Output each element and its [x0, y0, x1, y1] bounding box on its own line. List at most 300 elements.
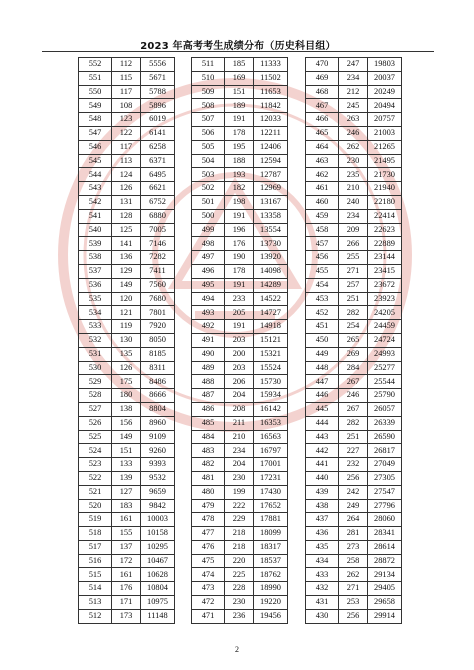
table-row — [192, 609, 288, 623]
count-cell: 121 — [112, 306, 141, 320]
cumulative-cell: 24724 — [368, 333, 402, 347]
cumulative-cell: 27305 — [368, 471, 402, 485]
count-cell: 257 — [339, 278, 368, 292]
cumulative-cell: 18990 — [254, 582, 288, 596]
cumulative-cell: 8960 — [141, 416, 175, 430]
count-cell: 124 — [112, 168, 141, 182]
count-cell: 190 — [225, 251, 254, 265]
count-cell: 126 — [112, 182, 141, 196]
cumulative-cell: 9260 — [141, 444, 175, 458]
count-cell: 255 — [339, 251, 368, 265]
cumulative-cell: 8804 — [141, 402, 175, 416]
count-cell: 156 — [112, 416, 141, 430]
cumulative-cell: 18099 — [254, 527, 288, 541]
count-cell: 262 — [339, 568, 368, 582]
count-cell: 195 — [225, 140, 254, 154]
score-cell: 543 — [79, 182, 112, 196]
cumulative-cell: 23923 — [368, 292, 402, 306]
score-cell: 455 — [306, 264, 339, 278]
cumulative-cell: 6880 — [141, 209, 175, 223]
table-row — [79, 389, 175, 403]
count-cell: 117 — [112, 140, 141, 154]
score-cell: 523 — [79, 458, 112, 472]
score-cell: 497 — [192, 251, 225, 265]
count-cell: 254 — [339, 320, 368, 334]
cumulative-cell: 25790 — [368, 389, 402, 403]
score-cell: 443 — [306, 430, 339, 444]
score-cell: 488 — [192, 375, 225, 389]
count-cell: 180 — [112, 389, 141, 403]
cumulative-cell: 11842 — [254, 99, 288, 113]
cumulative-cell: 14727 — [254, 306, 288, 320]
score-cell: 526 — [79, 416, 112, 430]
cumulative-cell: 16142 — [254, 402, 288, 416]
score-cell: 552 — [79, 58, 112, 72]
count-cell: 229 — [225, 513, 254, 527]
score-cell: 451 — [306, 320, 339, 334]
score-cell: 436 — [306, 527, 339, 541]
count-cell: 203 — [225, 361, 254, 375]
count-cell: 155 — [112, 527, 141, 541]
score-cell: 458 — [306, 223, 339, 237]
table-row — [306, 361, 402, 375]
score-cell: 457 — [306, 237, 339, 251]
score-cell: 528 — [79, 389, 112, 403]
count-cell: 173 — [112, 609, 141, 623]
score-cell: 474 — [192, 568, 225, 582]
cumulative-cell: 7005 — [141, 223, 175, 237]
table-row — [192, 333, 288, 347]
cumulative-cell: 6141 — [141, 126, 175, 140]
count-cell: 251 — [339, 430, 368, 444]
score-cell: 509 — [192, 85, 225, 99]
cumulative-cell: 8486 — [141, 375, 175, 389]
count-cell: 120 — [112, 292, 141, 306]
score-cell: 513 — [79, 596, 112, 610]
table-row — [306, 58, 402, 72]
cumulative-cell: 6495 — [141, 168, 175, 182]
count-cell: 149 — [112, 430, 141, 444]
count-cell: 191 — [225, 320, 254, 334]
cumulative-cell: 23672 — [368, 278, 402, 292]
count-cell: 258 — [339, 554, 368, 568]
score-cell: 534 — [79, 306, 112, 320]
count-cell: 253 — [339, 596, 368, 610]
table-row — [306, 251, 402, 265]
count-cell: 161 — [112, 513, 141, 527]
score-cell: 502 — [192, 182, 225, 196]
count-cell: 115 — [112, 71, 141, 85]
cumulative-cell: 10003 — [141, 513, 175, 527]
score-cell: 479 — [192, 499, 225, 513]
score-cell: 454 — [306, 278, 339, 292]
count-cell: 126 — [112, 361, 141, 375]
table-row — [192, 71, 288, 85]
cumulative-cell: 19803 — [368, 58, 402, 72]
score-cell: 465 — [306, 126, 339, 140]
table-row — [79, 375, 175, 389]
count-cell: 198 — [225, 195, 254, 209]
table-row — [192, 140, 288, 154]
count-cell: 267 — [339, 375, 368, 389]
table-row — [79, 58, 175, 72]
count-cell: 176 — [112, 582, 141, 596]
count-cell: 218 — [225, 540, 254, 554]
table-row — [192, 347, 288, 361]
score-cell: 494 — [192, 292, 225, 306]
count-cell: 128 — [112, 209, 141, 223]
score-cell: 531 — [79, 347, 112, 361]
cumulative-cell: 15934 — [254, 389, 288, 403]
score-cell: 501 — [192, 195, 225, 209]
table-row — [306, 154, 402, 168]
table-row — [306, 596, 402, 610]
count-cell: 203 — [225, 333, 254, 347]
count-cell: 193 — [225, 168, 254, 182]
count-cell: 222 — [225, 499, 254, 513]
cumulative-cell: 21730 — [368, 168, 402, 182]
cumulative-cell: 5671 — [141, 71, 175, 85]
score-cell: 485 — [192, 416, 225, 430]
table-row — [79, 554, 175, 568]
table-row — [79, 140, 175, 154]
cumulative-cell: 6752 — [141, 195, 175, 209]
score-cell: 441 — [306, 458, 339, 472]
count-cell: 191 — [225, 113, 254, 127]
table-row — [306, 71, 402, 85]
cumulative-cell: 7146 — [141, 237, 175, 251]
cumulative-cell: 16563 — [254, 430, 288, 444]
table-row — [192, 223, 288, 237]
cumulative-cell: 9532 — [141, 471, 175, 485]
score-table-2 — [191, 57, 288, 624]
score-cell: 446 — [306, 389, 339, 403]
score-cell: 541 — [79, 209, 112, 223]
table-row — [79, 596, 175, 610]
score-cell: 514 — [79, 582, 112, 596]
cumulative-cell: 13358 — [254, 209, 288, 223]
score-cell: 445 — [306, 402, 339, 416]
count-cell: 269 — [339, 347, 368, 361]
count-cell: 123 — [112, 113, 141, 127]
cumulative-cell: 15730 — [254, 375, 288, 389]
cumulative-cell: 24205 — [368, 306, 402, 320]
count-cell: 108 — [112, 99, 141, 113]
count-cell: 136 — [112, 251, 141, 265]
table-row — [192, 58, 288, 72]
table-row — [306, 306, 402, 320]
score-cell: 440 — [306, 471, 339, 485]
count-cell: 264 — [339, 513, 368, 527]
score-cell: 464 — [306, 140, 339, 154]
count-cell: 282 — [339, 416, 368, 430]
table-row — [79, 320, 175, 334]
count-cell: 211 — [225, 416, 254, 430]
table-row — [192, 292, 288, 306]
count-cell: 212 — [339, 85, 368, 99]
score-cell: 459 — [306, 209, 339, 223]
score-cell: 471 — [192, 609, 225, 623]
cumulative-cell: 7680 — [141, 292, 175, 306]
page-number: 2 — [235, 645, 239, 654]
table-row — [306, 320, 402, 334]
table-row — [192, 361, 288, 375]
count-cell: 139 — [112, 471, 141, 485]
count-cell: 191 — [225, 209, 254, 223]
table-row — [79, 416, 175, 430]
count-cell: 227 — [339, 444, 368, 458]
score-cell: 489 — [192, 361, 225, 375]
table-row — [192, 458, 288, 472]
table-row — [79, 568, 175, 582]
table-row — [306, 113, 402, 127]
count-cell: 200 — [225, 347, 254, 361]
count-cell: 236 — [225, 609, 254, 623]
score-cell: 537 — [79, 264, 112, 278]
count-cell: 256 — [339, 609, 368, 623]
score-cell: 450 — [306, 333, 339, 347]
table-row — [79, 154, 175, 168]
table-row — [192, 499, 288, 513]
cumulative-cell: 20757 — [368, 113, 402, 127]
table-row — [192, 471, 288, 485]
header-rule — [42, 51, 434, 52]
score-cell: 503 — [192, 168, 225, 182]
score-cell: 519 — [79, 513, 112, 527]
cumulative-cell: 26817 — [368, 444, 402, 458]
cumulative-cell: 11333 — [254, 58, 288, 72]
table-row — [192, 306, 288, 320]
score-cell: 518 — [79, 527, 112, 541]
cumulative-cell: 10158 — [141, 527, 175, 541]
cumulative-cell: 11502 — [254, 71, 288, 85]
cumulative-cell: 5896 — [141, 99, 175, 113]
score-cell: 504 — [192, 154, 225, 168]
count-cell: 137 — [112, 540, 141, 554]
cumulative-cell: 26057 — [368, 402, 402, 416]
table-row — [306, 444, 402, 458]
cumulative-cell: 8311 — [141, 361, 175, 375]
score-cell: 524 — [79, 444, 112, 458]
score-cell: 500 — [192, 209, 225, 223]
score-cell: 456 — [306, 251, 339, 265]
cumulative-cell: 8050 — [141, 333, 175, 347]
table-row — [79, 527, 175, 541]
score-cell: 539 — [79, 237, 112, 251]
cumulative-cell: 27049 — [368, 458, 402, 472]
count-cell: 206 — [225, 375, 254, 389]
table-row — [306, 471, 402, 485]
count-cell: 230 — [225, 471, 254, 485]
cumulative-cell: 7920 — [141, 320, 175, 334]
table-row — [79, 209, 175, 223]
count-cell: 225 — [225, 568, 254, 582]
cumulative-cell: 19220 — [254, 596, 288, 610]
count-cell: 171 — [112, 596, 141, 610]
score-cell: 475 — [192, 554, 225, 568]
score-cell: 462 — [306, 168, 339, 182]
count-cell: 151 — [112, 444, 141, 458]
cumulative-cell: 20494 — [368, 99, 402, 113]
cumulative-cell: 15121 — [254, 333, 288, 347]
count-cell: 208 — [225, 402, 254, 416]
cumulative-cell: 8185 — [141, 347, 175, 361]
score-cell: 490 — [192, 347, 225, 361]
score-cell: 530 — [79, 361, 112, 375]
cumulative-cell: 6621 — [141, 182, 175, 196]
cumulative-cell: 29405 — [368, 582, 402, 596]
table-row — [79, 113, 175, 127]
score-cell: 544 — [79, 168, 112, 182]
table-row — [192, 168, 288, 182]
cumulative-cell: 26339 — [368, 416, 402, 430]
score-cell: 511 — [192, 58, 225, 72]
cumulative-cell: 20037 — [368, 71, 402, 85]
count-cell: 232 — [339, 458, 368, 472]
count-cell: 256 — [339, 471, 368, 485]
count-cell: 235 — [339, 168, 368, 182]
cumulative-cell: 23415 — [368, 264, 402, 278]
cumulative-cell: 12787 — [254, 168, 288, 182]
count-cell: 242 — [339, 485, 368, 499]
table-row — [192, 568, 288, 582]
cumulative-cell: 10295 — [141, 540, 175, 554]
table-row — [79, 237, 175, 251]
table-row — [79, 499, 175, 513]
score-cell: 476 — [192, 540, 225, 554]
count-cell: 125 — [112, 223, 141, 237]
table-row — [306, 140, 402, 154]
score-cell: 533 — [79, 320, 112, 334]
cumulative-cell: 18537 — [254, 554, 288, 568]
table-row — [306, 182, 402, 196]
score-cell: 466 — [306, 113, 339, 127]
table-row — [306, 540, 402, 554]
table-row — [192, 126, 288, 140]
score-cell: 548 — [79, 113, 112, 127]
count-cell: 218 — [225, 527, 254, 541]
table-row — [192, 554, 288, 568]
score-cell: 477 — [192, 527, 225, 541]
score-cell: 460 — [306, 195, 339, 209]
cumulative-cell: 9393 — [141, 458, 175, 472]
table-row — [79, 402, 175, 416]
count-cell: 172 — [112, 554, 141, 568]
cumulative-cell: 21003 — [368, 126, 402, 140]
score-cell: 463 — [306, 154, 339, 168]
table-row — [306, 485, 402, 499]
count-cell: 240 — [339, 195, 368, 209]
cumulative-cell: 7560 — [141, 278, 175, 292]
table-row — [79, 347, 175, 361]
table-row — [192, 209, 288, 223]
table-row — [192, 444, 288, 458]
count-cell: 220 — [225, 554, 254, 568]
count-cell: 178 — [225, 264, 254, 278]
count-cell: 141 — [112, 237, 141, 251]
score-cell: 515 — [79, 568, 112, 582]
count-cell: 230 — [339, 154, 368, 168]
score-cell: 545 — [79, 154, 112, 168]
count-cell: 282 — [339, 306, 368, 320]
table-row — [192, 513, 288, 527]
table-row — [306, 609, 402, 623]
cumulative-cell: 12211 — [254, 126, 288, 140]
count-cell: 130 — [112, 333, 141, 347]
cumulative-cell: 5788 — [141, 85, 175, 99]
cumulative-cell: 9659 — [141, 485, 175, 499]
cumulative-cell: 5556 — [141, 58, 175, 72]
cumulative-cell: 9109 — [141, 430, 175, 444]
score-cell: 492 — [192, 320, 225, 334]
count-cell: 273 — [339, 540, 368, 554]
score-table-1 — [78, 57, 175, 624]
cumulative-cell: 28341 — [368, 527, 402, 541]
table-row — [306, 389, 402, 403]
table-row — [79, 168, 175, 182]
score-cell: 506 — [192, 126, 225, 140]
count-cell: 185 — [225, 58, 254, 72]
cumulative-cell: 7801 — [141, 306, 175, 320]
table-row — [79, 251, 175, 265]
score-cell: 517 — [79, 540, 112, 554]
table-row — [192, 264, 288, 278]
score-cell: 452 — [306, 306, 339, 320]
count-cell: 267 — [339, 402, 368, 416]
count-cell: 169 — [225, 71, 254, 85]
table-row — [306, 209, 402, 223]
table-row — [192, 320, 288, 334]
table-row — [306, 513, 402, 527]
cumulative-cell: 13920 — [254, 251, 288, 265]
cumulative-cell: 14522 — [254, 292, 288, 306]
count-cell: 251 — [339, 292, 368, 306]
cumulative-cell: 18762 — [254, 568, 288, 582]
score-cell: 493 — [192, 306, 225, 320]
count-cell: 281 — [339, 527, 368, 541]
count-cell: 117 — [112, 85, 141, 99]
cumulative-cell: 19456 — [254, 609, 288, 623]
table-row — [306, 582, 402, 596]
cumulative-cell: 22623 — [368, 223, 402, 237]
count-cell: 263 — [339, 113, 368, 127]
count-cell: 175 — [112, 375, 141, 389]
cumulative-cell: 28614 — [368, 540, 402, 554]
score-cell: 498 — [192, 237, 225, 251]
cumulative-cell: 22889 — [368, 237, 402, 251]
table-row — [79, 582, 175, 596]
table-row — [79, 182, 175, 196]
cumulative-cell: 15321 — [254, 347, 288, 361]
cumulative-cell: 10628 — [141, 568, 175, 582]
score-cell: 483 — [192, 444, 225, 458]
table-row — [306, 126, 402, 140]
cumulative-cell: 18317 — [254, 540, 288, 554]
score-cell: 438 — [306, 499, 339, 513]
score-cell: 520 — [79, 499, 112, 513]
score-cell: 484 — [192, 430, 225, 444]
score-cell: 505 — [192, 140, 225, 154]
count-cell: 182 — [225, 182, 254, 196]
table-row — [306, 168, 402, 182]
count-cell: 245 — [339, 99, 368, 113]
table-row — [79, 223, 175, 237]
table-row — [192, 113, 288, 127]
table-row — [306, 499, 402, 513]
score-cell: 468 — [306, 85, 339, 99]
page-title: 2023 年高考考生成绩分布（历史科目组） — [140, 41, 336, 52]
count-cell: 246 — [339, 389, 368, 403]
